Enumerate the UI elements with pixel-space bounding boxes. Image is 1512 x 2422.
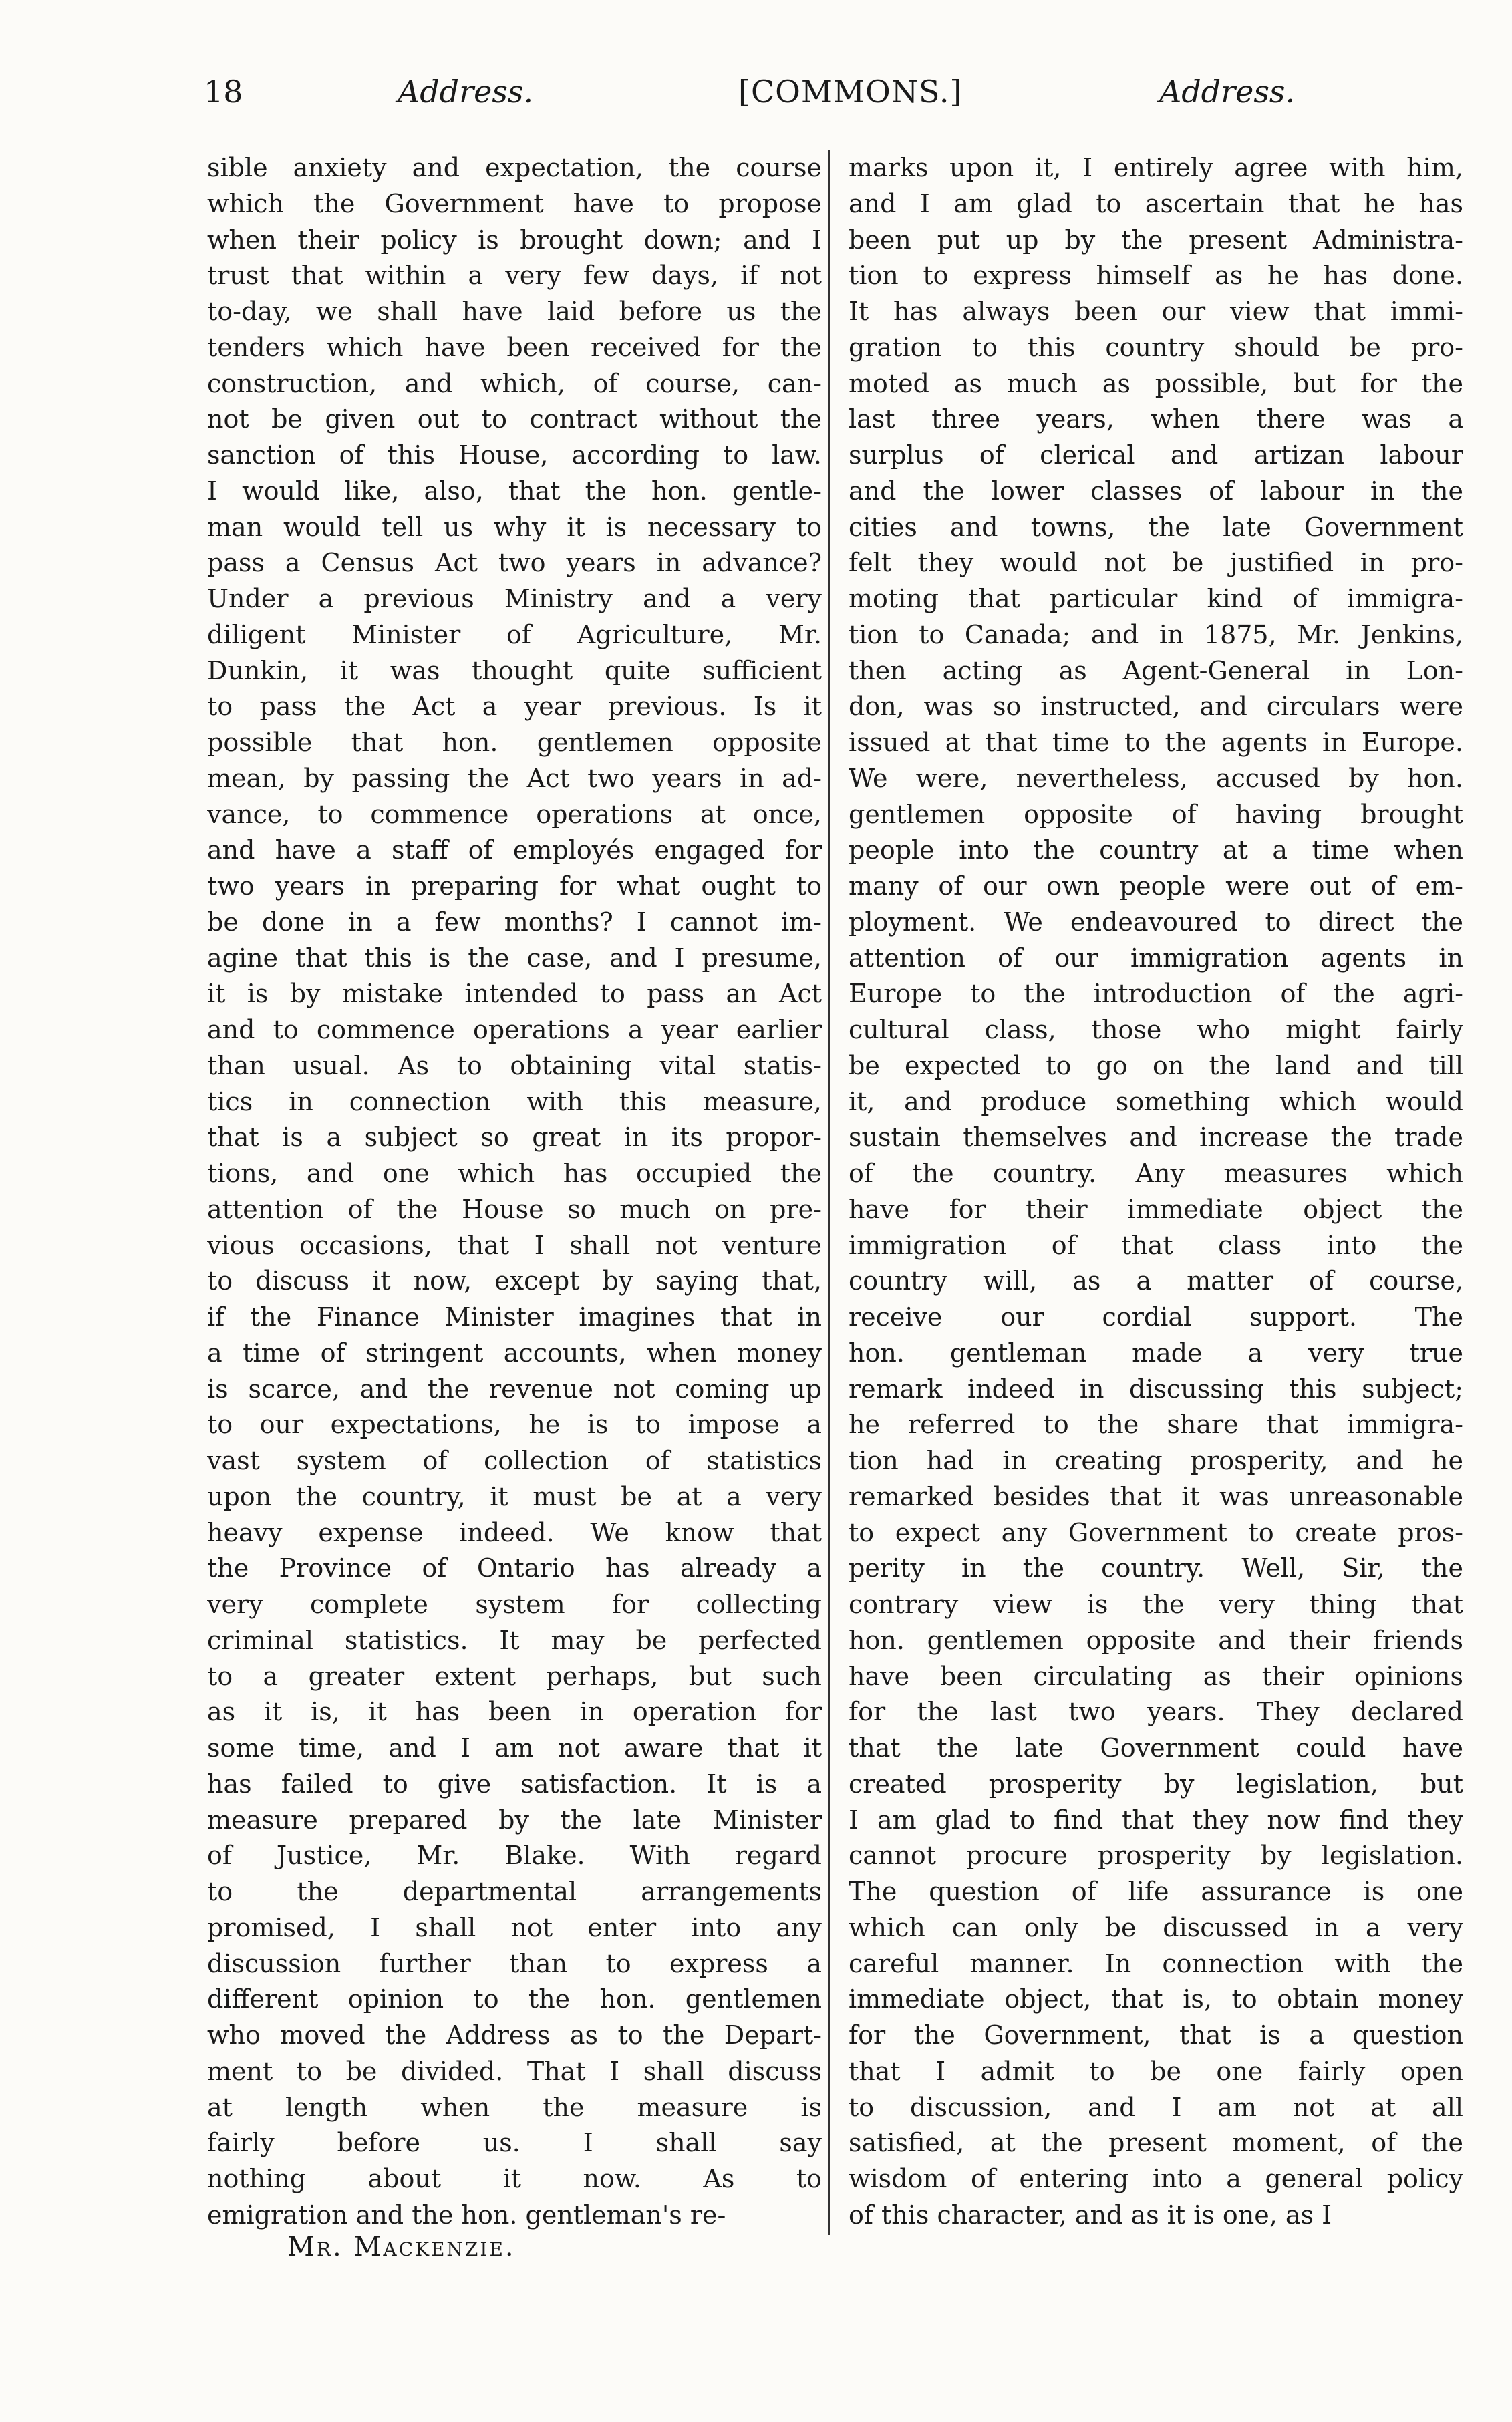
- text-line: promised, I shall not enter into any: [207, 1912, 822, 1942]
- text-line: different opinion to the hon. gentlemen: [207, 1984, 822, 2014]
- text-line: upon the country, it must be at a very: [207, 1481, 822, 1511]
- text-line: many of our own people were out of em-: [849, 871, 1463, 901]
- text-line: moted as much as possible, but for the: [849, 368, 1463, 398]
- text-line: emigration and the hon. gentleman's re-: [207, 2200, 726, 2230]
- text-line: who moved the Address as to the Depart-: [207, 2020, 822, 2050]
- text-line: ployment. We endeavoured to direct the: [849, 907, 1463, 937]
- text-line: which the Government have to propose: [207, 188, 822, 218]
- text-line: felt they would not be justified in pro-: [849, 548, 1463, 578]
- text-line: to a greater extent perhaps, but such: [207, 1661, 822, 1691]
- text-line: wisdom of entering into a general policy: [849, 2164, 1463, 2193]
- text-line: attention of our immigration agents in: [849, 943, 1463, 973]
- text-line: measure prepared by the late Minister: [207, 1805, 822, 1835]
- text-line: vast system of collection of statistics: [207, 1446, 822, 1475]
- text-line: vious occasions, that I shall not venture: [207, 1230, 822, 1260]
- text-line: for the Government, that is a question: [849, 2020, 1463, 2050]
- text-line: remark indeed in discussing this subject;: [849, 1374, 1463, 1404]
- text-line: have for their immediate object the: [849, 1194, 1463, 1224]
- text-line: trust that within a very few days, if not: [207, 261, 822, 291]
- text-line: to our expectations, he is to impose a: [207, 1410, 822, 1440]
- text-line: he referred to the share that immigra-: [849, 1410, 1463, 1440]
- text-line: criminal statistics. It may be perfected: [207, 1625, 822, 1655]
- text-line: vance, to commence operations at once,: [207, 799, 822, 829]
- text-line: than usual. As to obtaining vital statis-: [207, 1050, 822, 1080]
- text-line: mean, by passing the Act two years in ad-: [207, 763, 822, 793]
- text-line: and to commence operations a year earlier: [207, 1015, 822, 1044]
- text-line: tion to Canada; and in 1875, Mr. Jenkins,: [849, 619, 1463, 649]
- text-line: it is by mistake intended to pass an Act: [207, 979, 822, 1009]
- text-line: that is a subject so great in its propor-: [207, 1122, 822, 1153]
- text-line: to discuss it now, except by saying that,: [207, 1266, 822, 1296]
- text-line: tenders which have been received for the: [207, 332, 822, 362]
- column-divider: [828, 150, 830, 2235]
- text-line: to expect any Government to create pros-: [849, 1517, 1463, 1547]
- right-text-column: [849, 150, 1463, 2234]
- text-line: to discussion, and I am not at all: [849, 2092, 1463, 2122]
- text-line: tions, and one which has occupied the: [207, 1159, 822, 1188]
- text-line: cannot procure prosperity by legislation.: [849, 1841, 1463, 1871]
- text-line: for the last two years. They declared: [849, 1697, 1463, 1727]
- page-number: 18: [204, 73, 243, 110]
- text-line: cities and towns, the late Government: [849, 512, 1463, 542]
- text-line: The question of life assurance is one: [849, 1877, 1463, 1906]
- left-text-column: [207, 150, 822, 2234]
- text-line: if the Finance Minister imagines that in: [207, 1302, 822, 1332]
- text-line: I would like, also, that the hon. gentle-: [207, 476, 822, 506]
- text-line: not be given out to contract without the: [207, 404, 822, 434]
- text-line: construction, and which, of course, can-: [207, 368, 822, 398]
- text-line: last three years, when there was a: [849, 404, 1463, 434]
- text-line: that the late Government could have: [849, 1733, 1463, 1763]
- text-line: contrary view is the very thing that: [849, 1590, 1463, 1619]
- text-line: be done in a few months? I cannot im-: [207, 907, 822, 937]
- text-line: of Justice, Mr. Blake. With regard: [207, 1841, 822, 1871]
- text-line: sanction of this House, according to law.: [207, 440, 822, 470]
- text-line: to-day, we shall have laid before us the: [207, 297, 822, 326]
- text-line: have been circulating as their opinions: [849, 1661, 1463, 1691]
- text-line: to pass the Act a year previous. Is it: [207, 692, 822, 722]
- running-head-left: Address.: [398, 73, 534, 110]
- text-line: don, was so instructed, and circulars were: [849, 692, 1463, 722]
- text-line: attention of the House so much on pre-: [207, 1194, 822, 1224]
- text-line: We were, nevertheless, accused by hon.: [849, 763, 1463, 793]
- text-line: hon. gentleman made a very true: [849, 1338, 1463, 1368]
- text-line: at length when the measure is: [207, 2092, 822, 2122]
- text-line: when their policy is brought down; and I: [207, 224, 822, 255]
- text-line: sible anxiety and expectation, the course: [207, 153, 822, 182]
- text-line: which can only be discussed in a very: [849, 1912, 1463, 1942]
- text-line: sustain themselves and increase the trade: [849, 1122, 1463, 1153]
- text-line: and the lower classes of labour in the: [849, 476, 1463, 506]
- text-line: immigration of that class into the: [849, 1230, 1463, 1260]
- text-line: of the country. Any measures which: [849, 1159, 1463, 1188]
- text-line: Europe to the introduction of the agri-: [849, 979, 1463, 1009]
- text-line: created prosperity by legislation, but: [849, 1769, 1463, 1799]
- text-line: to the departmental arrangements: [207, 1877, 822, 1906]
- text-line: of this character, and as it is one, as I: [849, 2200, 1332, 2230]
- text-line: it, and produce something which would: [849, 1086, 1463, 1116]
- page-header: [204, 73, 1467, 120]
- text-line: moting that particular kind of immigra-: [849, 584, 1463, 613]
- text-line: cultural class, those who might fairly: [849, 1015, 1463, 1044]
- text-line: is scarce, and the revenue not coming up: [207, 1374, 822, 1404]
- text-line: the Province of Ontario has already a: [207, 1553, 822, 1583]
- text-line: heavy expense indeed. We know that: [207, 1517, 822, 1547]
- running-head-right: Address.: [1159, 73, 1296, 110]
- text-line: marks upon it, I entirely agree with him,: [849, 153, 1463, 182]
- text-line: fairly before us. I shall say: [207, 2128, 822, 2158]
- text-line: that I admit to be one fairly open: [849, 2056, 1463, 2086]
- text-line: discussion further than to express a: [207, 1948, 822, 1978]
- text-line: nothing about it now. As to: [207, 2164, 822, 2193]
- text-line: people into the country at a time when: [849, 835, 1463, 865]
- text-line: possible that hon. gentlemen opposite: [207, 728, 822, 757]
- text-line: pass a Census Act two years in advance?: [207, 548, 822, 578]
- text-line: two years in preparing for what ought to: [207, 871, 822, 901]
- text-line: tion had in creating prosperity, and he: [849, 1446, 1463, 1475]
- text-line: country will, as a matter of course,: [849, 1266, 1463, 1296]
- text-line: tion to express himself as he has done.: [849, 261, 1463, 291]
- speaker-name: Mr. Mackenzie.: [287, 2232, 516, 2262]
- text-line: It has always been our view that immi-: [849, 297, 1463, 326]
- text-line: diligent Minister of Agriculture, Mr.: [207, 619, 822, 649]
- text-line: agine that this is the case, and I presume,: [207, 943, 822, 973]
- text-line: then acting as Agent-General in Lon-: [849, 655, 1463, 686]
- text-line: and have a staff of employés engaged for: [207, 835, 822, 865]
- text-line: and I am glad to ascertain that he has: [849, 188, 1463, 218]
- text-line: some time, and I am not aware that it: [207, 1733, 822, 1763]
- running-head-center: [COMMONS.]: [738, 73, 963, 110]
- text-line: a time of stringent accounts, when money: [207, 1338, 822, 1368]
- text-line: receive our cordial support. The: [849, 1302, 1463, 1332]
- text-line: tics in connection with this measure,: [207, 1086, 822, 1116]
- text-line: ment to be divided. That I shall discuss: [207, 2056, 822, 2086]
- text-line: gentlemen opposite of having brought: [849, 799, 1463, 829]
- text-line: as it is, it has been in operation for: [207, 1697, 822, 1727]
- text-line: man would tell us why it is necessary to: [207, 512, 822, 542]
- text-line: satisfied, at the present moment, of the: [849, 2128, 1463, 2158]
- text-line: has failed to give satisfaction. It is a: [207, 1769, 822, 1799]
- text-line: Under a previous Ministry and a very: [207, 584, 822, 613]
- text-line: very complete system for collecting: [207, 1590, 822, 1619]
- text-line: be expected to go on the land and till: [849, 1050, 1463, 1080]
- text-line: remarked besides that it was unreasonable: [849, 1481, 1463, 1511]
- text-line: issued at that time to the agents in Europe.: [849, 728, 1463, 757]
- text-line: I am glad to find that they now find they: [849, 1805, 1463, 1835]
- text-line: Dunkin, it was thought quite sufficient: [207, 655, 822, 686]
- text-line: gration to this country should be pro-: [849, 332, 1463, 362]
- text-line: been put up by the present Administra-: [849, 224, 1463, 255]
- text-line: surplus of clerical and artizan labour: [849, 440, 1463, 470]
- text-line: careful manner. In connection with the: [849, 1948, 1463, 1978]
- text-line: immediate object, that is, to obtain money: [849, 1984, 1463, 2014]
- text-line: perity in the country. Well, Sir, the: [849, 1553, 1463, 1583]
- text-line: hon. gentlemen opposite and their friends: [849, 1625, 1463, 1655]
